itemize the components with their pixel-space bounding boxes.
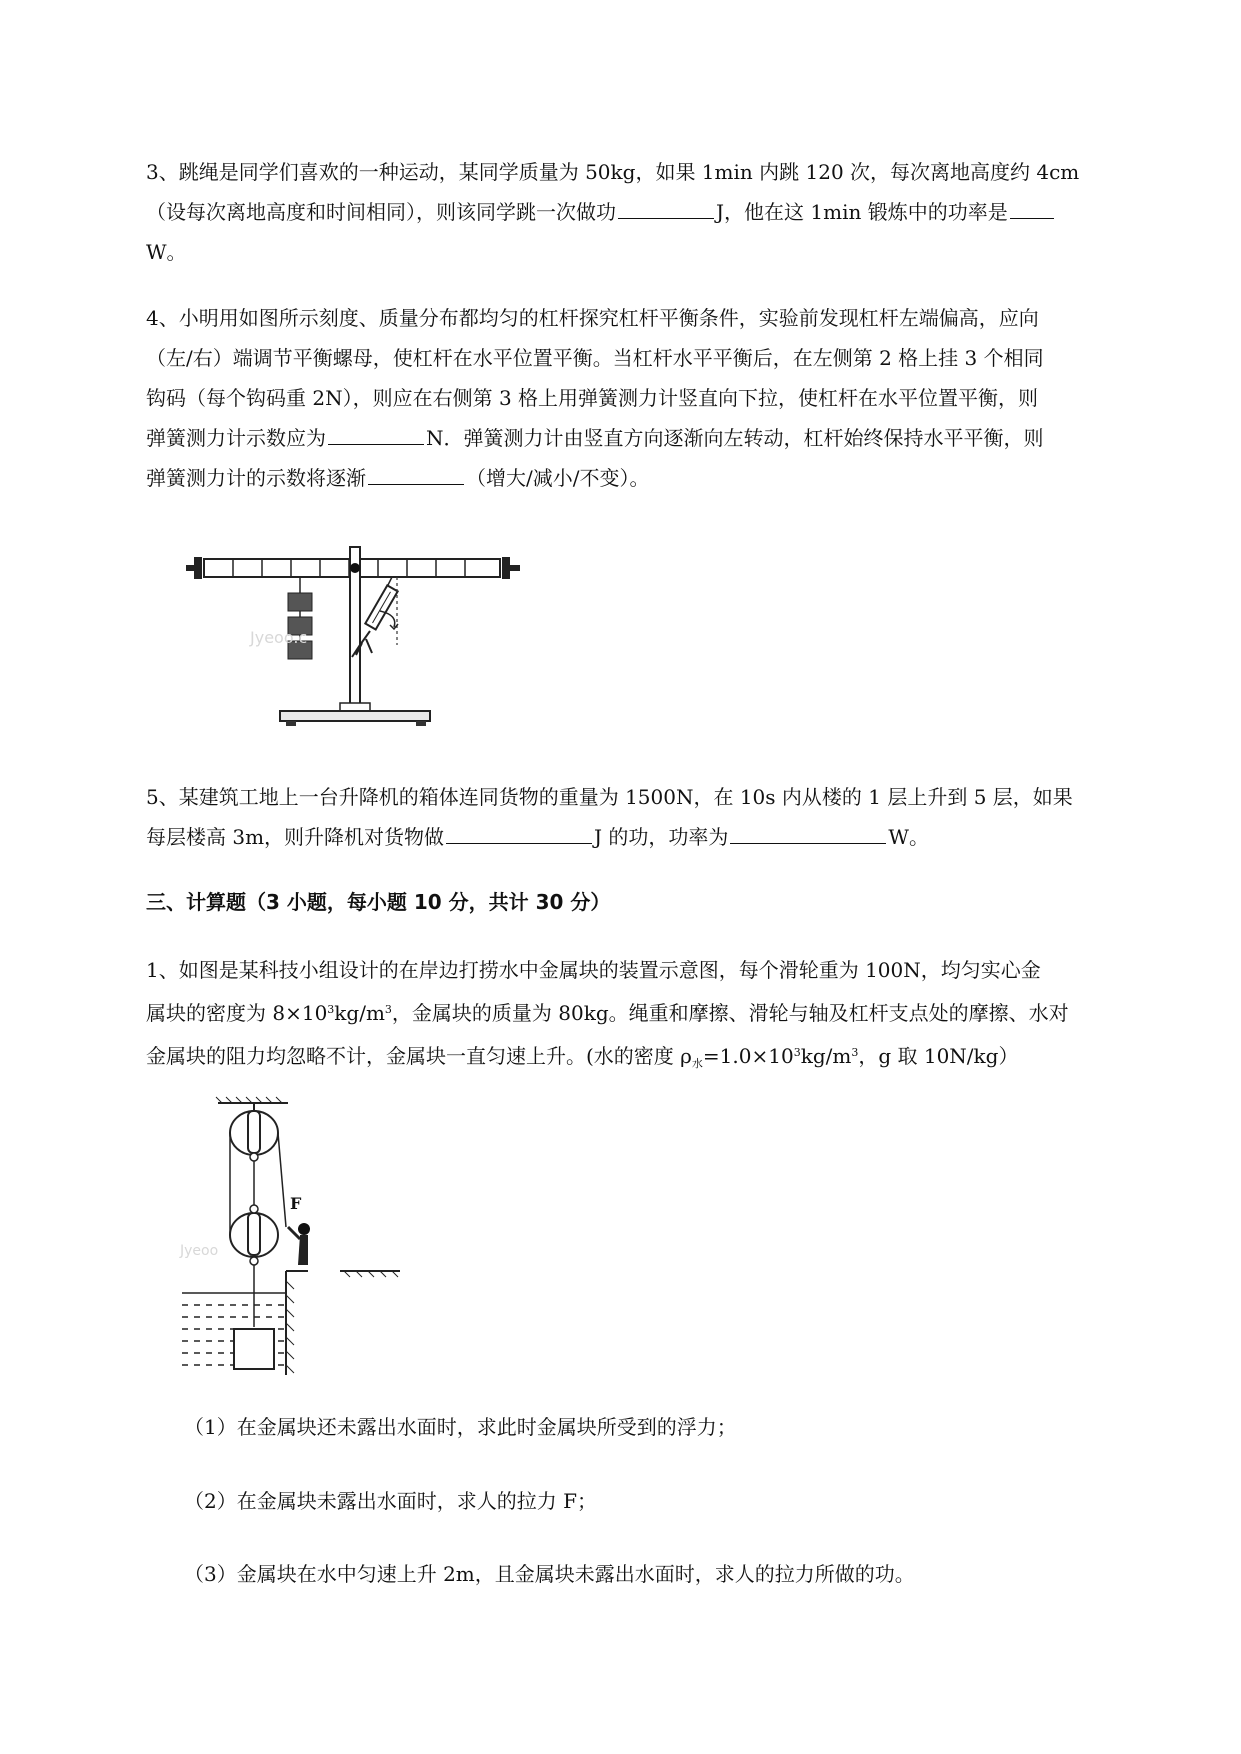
- sub-question-1: （1）在金属块还未露出水面时，求此时金属块所受到的浮力；: [184, 1415, 737, 1439]
- c1-line-3: 金属块的阻力均忽略不计，金属块一直匀速上升。(水的密度 $\rho_水=1.0\times 10^3kg/m^3$，g 取 10N/kg）: [146, 1044, 1019, 1070]
- q5-line-1: 5、某建筑工地上一台升降机的箱体连同货物的重量为 1500N，在 10s 内从楼的 1 层上升到 5 层，如果: [146, 785, 1073, 809]
- q3-line-3: W。: [146, 240, 187, 264]
- watermark-text: Jyeoo.c: [250, 628, 308, 647]
- answer-blank: [730, 817, 886, 844]
- c1-line-2: 属块的密度为 $8\times 10^3kg/m^3$，金属块的质量为 80kg。绳重和摩擦、滑轮与轴及杠杆支点处的摩擦、水对: [146, 1001, 1069, 1025]
- pulley-figure: [178, 1095, 418, 1380]
- q4-line-4: 弹簧测力计示数应为 N．弹簧测力计由竖直方向逐渐向左转动，杠杆始终保持水平平衡，则: [146, 418, 1156, 458]
- lever-figure: [180, 545, 530, 730]
- answer-blank: [1010, 192, 1054, 219]
- section-3-title: 三、计算题（3 小题，每小题 10 分，共计 30 分）: [146, 890, 611, 914]
- q3-line-1: 3、跳绳是同学们喜欢的一种运动，某同学质量为 50kg，如果 1min 内跳 120 次，每次离地高度约 4cm: [146, 160, 1080, 184]
- answer-blank: [618, 192, 714, 219]
- force-label: F: [290, 1194, 302, 1213]
- q5-line-2: 每层楼高 3m，则升降机对货物做 J 的功，功率为 W。: [146, 817, 1156, 857]
- question-3: [146, 152, 1156, 272]
- sub-question-3: （3）金属块在水中匀速上升 2m，且金属块未露出水面时，求人的拉力所做的功。: [184, 1562, 915, 1586]
- answer-blank: [446, 817, 592, 844]
- q4-line-2: （左/右）端调节平衡螺母，使杠杆在水平位置平衡。当杠杆水平平衡后，在左侧第 2 格上挂 3 个相同: [146, 346, 1044, 370]
- c1-line-1: 1、如图是某科技小组设计的在岸边打捞水中金属块的装置示意图，每个滑轮重为 100N，均匀实心金: [146, 958, 1041, 982]
- q3-line-2: （设每次离地高度和时间相同），则该同学跳一次做功 J，他在这 1min 锻炼中的功率是: [146, 192, 1156, 232]
- question-5: [146, 777, 1156, 857]
- q4-line-1: 4、小明用如图所示刻度、质量分布都均匀的杠杆探究杠杆平衡条件，实验前发现杠杆左端偏高，应向: [146, 306, 1039, 330]
- sub-question-2: （2）在金属块未露出水面时，求人的拉力 F；: [184, 1489, 597, 1513]
- question-4: [146, 298, 1156, 498]
- answer-blank: [328, 418, 424, 445]
- calc-question-1: [146, 950, 1156, 1084]
- q4-line-5: 弹簧测力计的示数将逐渐 （增大/减小/不变）。: [146, 458, 1156, 498]
- answer-blank: [368, 458, 464, 485]
- watermark-text: Jyeoo: [180, 1243, 219, 1259]
- q4-line-3: 钩码（每个钩码重 2N），则应在右侧第 3 格上用弹簧测力计竖直向下拉，使杠杆在水平位置平衡，则: [146, 386, 1039, 410]
